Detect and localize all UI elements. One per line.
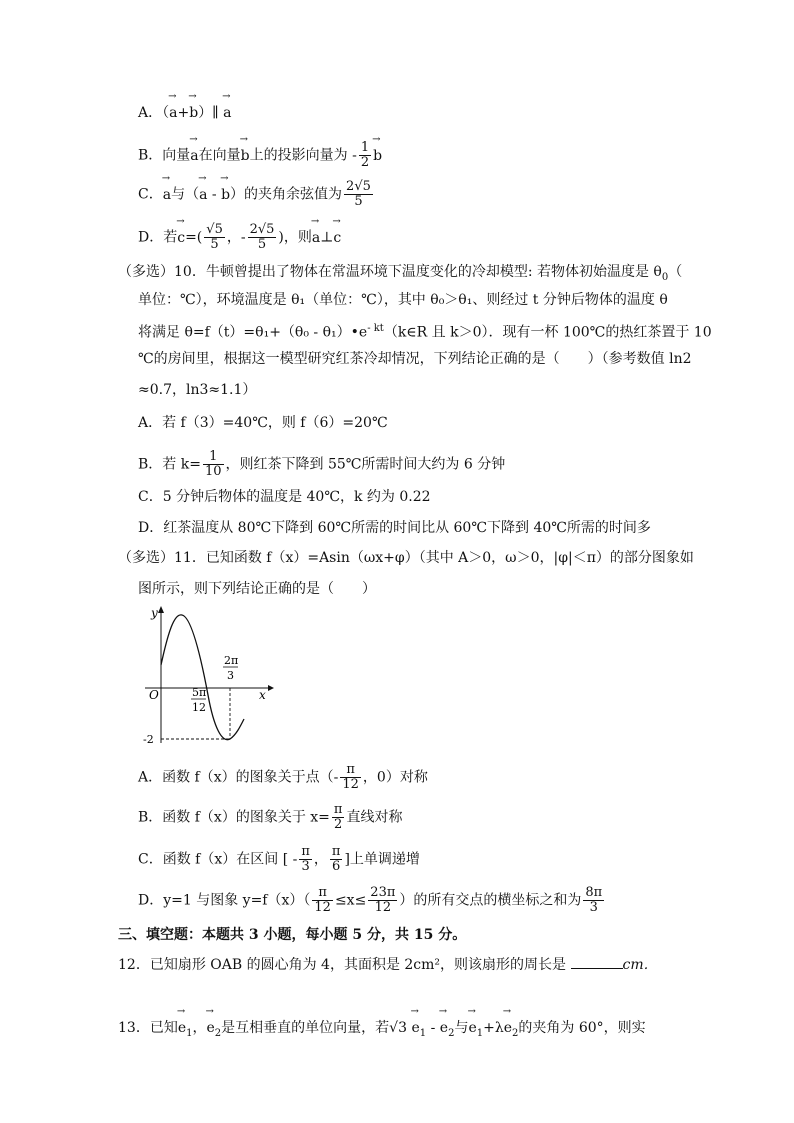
q10-option-d: D．红茶温度从 80℃下降到 60℃所需的时间比从 60℃下降到 40℃所需的时间多 bbox=[138, 520, 651, 536]
q9-option-a: A．（→ a+→ b）∥ → a bbox=[138, 103, 231, 123]
q9-option-d: D．若→ c=( $\frac{√5}{5}$ ，- $\frac{2√5}{5}$ )，则→ a⊥→ c bbox=[138, 223, 341, 252]
q11-option-d: D．y=1 与图象 y=f（x）（ $\frac{\pi}{12}$ ≤x≤ $\frac{23\pi}{12}$ ）的所有交点的横坐标之和为 $\frac{8\pi}{3}$ bbox=[138, 885, 603, 915]
q10-line-3: 将满足 $\theta=f(t)=\theta_1+(\theta_0 - \theta_1)•e^{- kt}(k\in R$ 且 k＞0）．现有一杯 100℃的热红茶置于 10 bbox=[138, 323, 712, 341]
q9-option-b: B．向量→ a在向量→ b上的投影向量为 - $\frac{1}{2}$ → b bbox=[138, 141, 382, 170]
q12-answer-blank[interactable] bbox=[571, 954, 623, 969]
q10-option-b: B．若 k= $\frac{1}{10}$ ，则红茶下降到 55℃所需时间大约为 6 分钟 bbox=[138, 449, 506, 479]
q11-option-a: A．函数 f（x）的图象关于点（- $\frac{\pi}{12}$ ，0）对称 bbox=[138, 762, 428, 792]
q10-line-1: （多选）10．牛顿曾提出了物体在常温环境下温度变化的冷却模型: 若物体初始温度是 $\theta_0$（ bbox=[118, 264, 683, 283]
q12: 12．已知扇形 OAB 的圆心角为 4，其面积是 2cm²，则该扇形的周长是 cm． bbox=[118, 954, 658, 975]
tick-5pi-12-den: 12 bbox=[192, 701, 206, 714]
q11-line-2: 图所示，则下列结论正确的是（ ） bbox=[138, 581, 376, 597]
q10-line-5: ≈0.7，ln3≈1.1） bbox=[138, 382, 257, 398]
x-axis-arrow-icon bbox=[268, 685, 274, 691]
q11-option-c: C．函数 f（x）在区间 [ - $\frac{\pi}{3}$ ， $\frac{\pi}{6}$ ]上单调递增 bbox=[138, 844, 420, 874]
q10-option-c: C．5 分钟后物体的温度是 40℃，k 约为 0.22 bbox=[138, 489, 431, 505]
q13: 13．已知→ $e_1$，→ $e_2$是互相垂直的单位向量，若$√3 \to e_1$ - → $e_2$与→ $e_1+\lambda\to e_2$的夹角为 60°，则实 bbox=[118, 1018, 646, 1044]
sine-graph bbox=[140, 603, 275, 748]
tick-5pi-12-num: 5π bbox=[192, 686, 207, 699]
q11-option-b: B．函数 f（x）的图象关于 x= $\frac{\pi}{2}$ 直线对称 bbox=[138, 802, 403, 832]
q10-line-4: ℃的房间里，根据这一模型研究红茶冷却情况，下列结论正确的是（ ）（参考数值 ln2 bbox=[138, 351, 692, 367]
q11-line-1: （多选）11．已知函数 f（x）=Asin（ωx+φ）（其中 A＞0，ω＞0，|φ|＜π）的部分图象如 bbox=[118, 550, 694, 566]
q10-option-a: A．若 f（3）=40℃，则 f（6）=20℃ bbox=[138, 415, 388, 431]
y-axis-label: y bbox=[151, 606, 158, 620]
q10-line-2: 单位：℃），环境温度是 θ₁（单位：℃），其中 θ₀＞θ₁、则经过 t 分钟后物体的温度 θ bbox=[138, 292, 668, 308]
section-3-title: 三、填空题：本题共 3 小题，每小题 5 分，共 15 分。 bbox=[118, 927, 467, 943]
tick-2pi-3-num: 2π bbox=[224, 654, 239, 667]
y-axis-arrow-icon bbox=[158, 606, 164, 613]
tick-2pi-3-den: 3 bbox=[227, 669, 234, 682]
x-axis-label: x bbox=[259, 688, 266, 702]
q9-option-c: C．→ a与（→ a - → b）的夹角余弦值为 $\frac{2√5}{5}$ bbox=[138, 180, 375, 209]
origin-label: O bbox=[149, 688, 159, 702]
ymin-label: -2 bbox=[143, 733, 154, 746]
